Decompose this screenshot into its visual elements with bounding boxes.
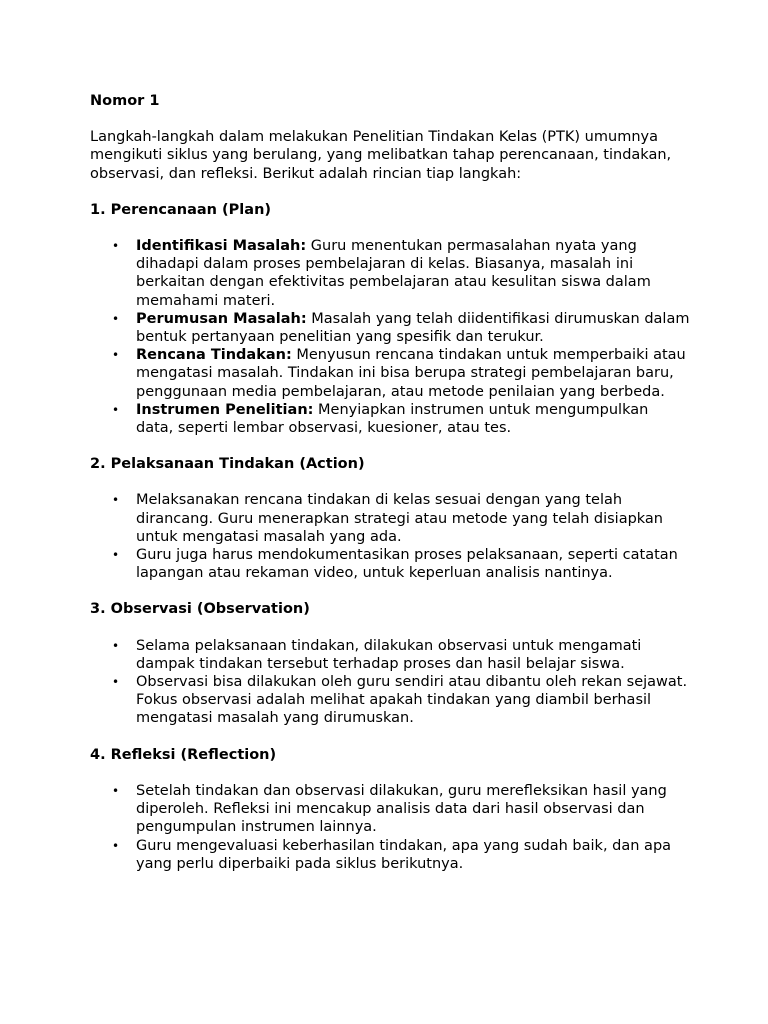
- item-text: Guru mengevaluasi keberhasilan tindakan, apa yang sudah baik, dan apa yang perlu diperbaiki pada siklus berikutnya.: [136, 837, 672, 872]
- item-text: Melaksanakan rencana tindakan di kelas sesuai dengan yang telah dirancang. Guru menerapkan strategi atau metode yang telah disiapkan untuk mengatasi masalah yang ada.: [136, 492, 663, 545]
- item-term: Instrumen Penelitian:: [136, 401, 314, 418]
- item-text: Guru juga harus mendokumentasikan proses pelaksanaan, seperti catatan lapangan atau rekaman video, untuk keperluan analisis nantinya.: [136, 547, 678, 582]
- list-item: [90, 782, 690, 837]
- section-heading: 2. Pelaksanaan Tindakan (Action): [90, 456, 365, 473]
- item-text: Menyusun rencana tindakan untuk memperbaiki atau mengatasi masalah. Tindakan ini bisa berupa strategi pembelajaran baru, penggunaan media pembelajaran, atau metode penilaian yang berbeda.: [136, 347, 686, 400]
- document-title: Nomor 1: [90, 93, 160, 109]
- bullet-icon: •: [112, 402, 120, 417]
- section-heading: 1. Perencanaan (Plan): [90, 201, 272, 218]
- list-item: [90, 491, 690, 546]
- bullet-list: [90, 637, 690, 728]
- section-heading: 4. Refleksi (Reflection): [90, 746, 277, 763]
- document-page: [90, 92, 690, 891]
- bullet-icon: •: [112, 493, 120, 508]
- item-text: Selama pelaksanaan tindakan, dilakukan observasi untuk mengamati dampak tindakan tersebut terhadap proses dan hasil belajar siswa.: [136, 637, 642, 672]
- item-term: Identifikasi Masalah:: [136, 238, 307, 255]
- bullet-icon: •: [112, 311, 120, 326]
- bullet-list: [90, 491, 690, 582]
- item-text: Observasi bisa dilakukan oleh guru sendiri atau dibantu oleh rekan sejawat. Fokus observasi adalah melihat apakah tindakan yang diambil berhasil mengatasi masalah yang dirumuskan.: [136, 674, 688, 727]
- list-item: [90, 310, 690, 346]
- section-perencanaan: [90, 201, 690, 437]
- item-text: Menyiapkan instrumen untuk mengumpulkan data, seperti lembar observasi, kuesioner, atau tes.: [136, 401, 649, 437]
- bullet-icon: •: [112, 548, 120, 563]
- bullet-icon: •: [112, 838, 120, 853]
- list-item: [90, 546, 690, 582]
- list-item: [90, 637, 690, 673]
- section-refleksi: [90, 746, 690, 873]
- bullet-icon: •: [112, 348, 120, 363]
- item-text: Masalah yang telah diidentifikasi dirumuskan dalam bentuk pertanyaan penelitian yang spesifik dan terukur.: [136, 310, 690, 346]
- list-item: [90, 401, 690, 437]
- bullet-icon: •: [112, 783, 120, 798]
- section-pelaksanaan: [90, 455, 690, 582]
- section-observasi: [90, 600, 690, 727]
- list-item: [90, 837, 690, 873]
- list-item: [90, 346, 690, 401]
- list-item: [90, 237, 690, 310]
- bullet-list: [90, 782, 690, 873]
- bullet-list: [90, 237, 690, 437]
- section-heading: 3. Observasi (Observation): [90, 601, 310, 618]
- item-text: Setelah tindakan dan observasi dilakukan, guru merefleksikan hasil yang diperoleh. Refleksi ini mencakup analisis data dari hasil observasi dan pengumpulan instrumen lainnya.: [136, 782, 667, 836]
- intro-paragraph: Langkah-langkah dalam melakukan Penelitian Tindakan Kelas (PTK) umumnya mengikuti siklus yang berulang, yang melibatkan tahap perencanaan, tindakan, observasi, dan refleksi. Berikut adalah rincian tiap langkah:: [90, 129, 672, 182]
- bullet-icon: •: [112, 638, 120, 653]
- bullet-icon: •: [112, 239, 120, 254]
- item-term: Rencana Tindakan:: [136, 347, 292, 364]
- item-text: Guru menentukan permasalahan nyata yang dihadapi dalam proses pembelajaran di kelas. Biasanya, masalah ini berkaitan dengan efektivitas pembelajaran atau kesulitan siswa dalam memahami materi.: [136, 238, 651, 309]
- item-term: Perumusan Masalah:: [136, 310, 307, 327]
- bullet-icon: •: [112, 675, 120, 690]
- list-item: [90, 673, 690, 728]
